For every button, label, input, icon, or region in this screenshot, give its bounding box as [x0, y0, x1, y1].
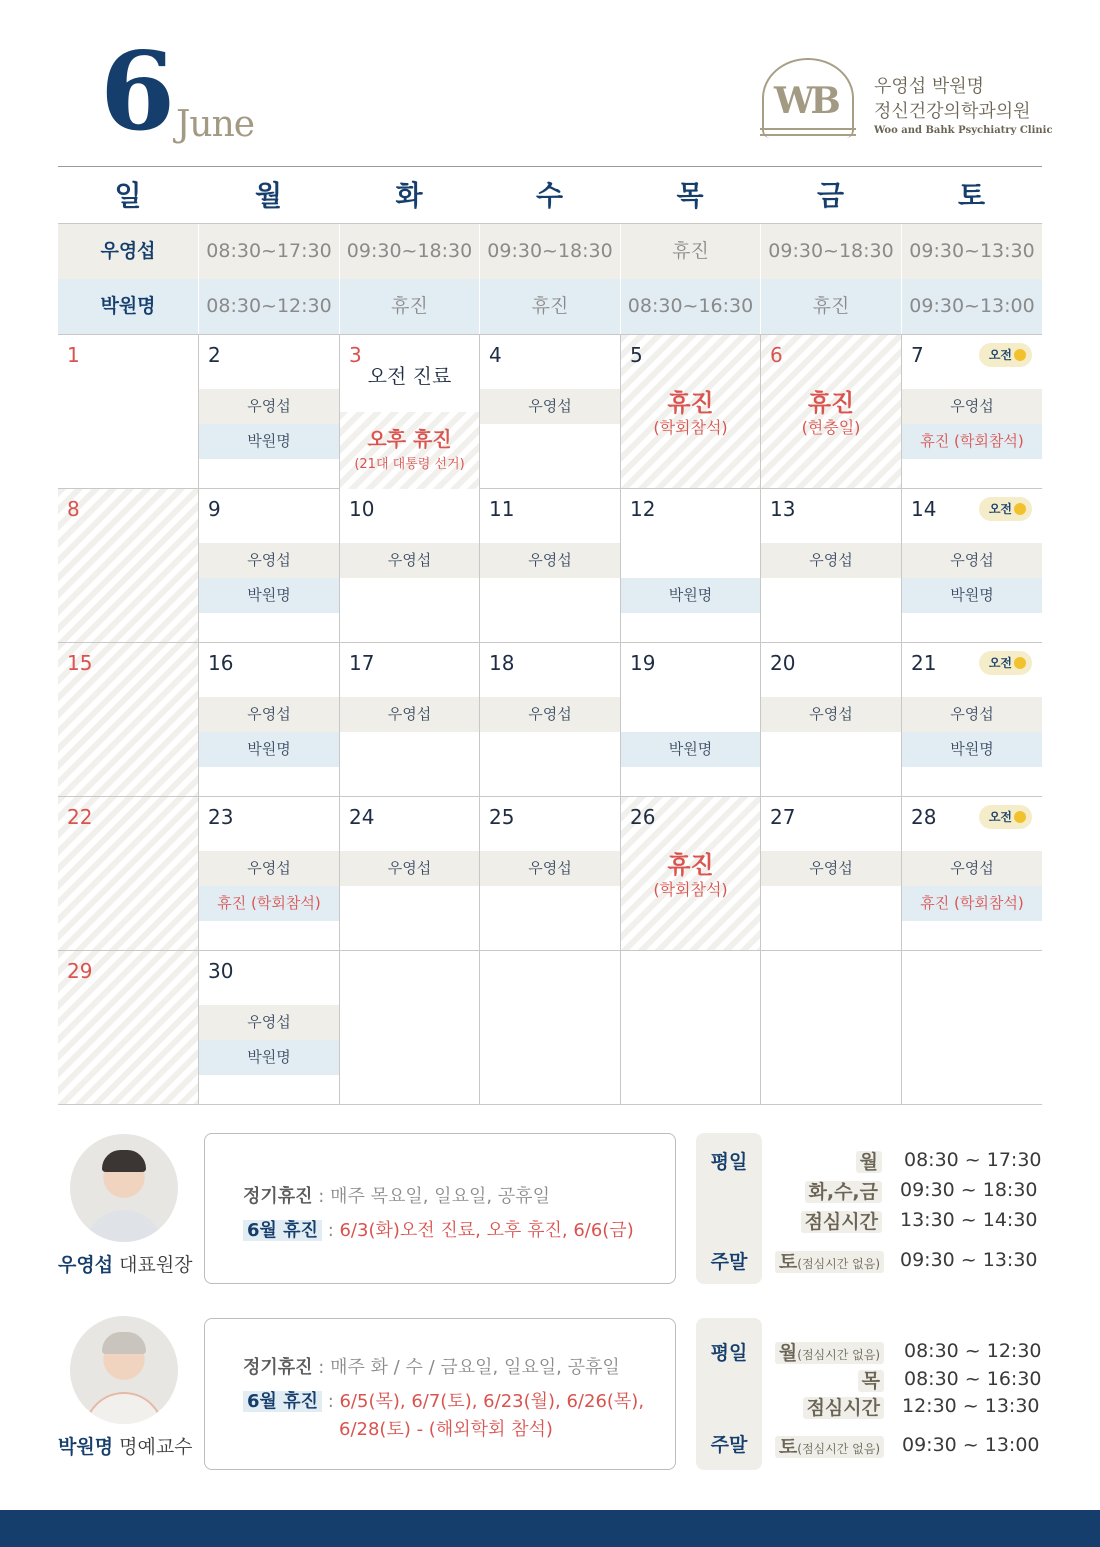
- clinic-name-line1: 우영섭 박원명: [874, 76, 985, 97]
- day-cell: [479, 643, 620, 796]
- month-off-label: 6월 휴진: [243, 1391, 322, 1412]
- sched-day: [805, 1177, 883, 1204]
- month-number: 6: [100, 29, 176, 155]
- sched-time: 12:30 ~ 13:30: [902, 1395, 1040, 1417]
- day-number: 13: [770, 497, 796, 521]
- regular-off-label: 정기휴진: [243, 1186, 313, 1207]
- day-cell: [198, 489, 339, 642]
- bahk-slot: 박원명: [199, 1040, 339, 1075]
- day-number: 5: [630, 343, 643, 367]
- sched-day-label: 목: [858, 1370, 884, 1392]
- sched-day-label: 월: [856, 1151, 882, 1173]
- weekend-note: (점심시간 없음): [797, 1442, 880, 1456]
- day-cell: [339, 335, 479, 488]
- sun-icon: [1014, 657, 1026, 669]
- sched-day: [856, 1147, 882, 1174]
- hours-cell: 09:30~13:00: [901, 279, 1042, 334]
- day-number: 15: [67, 651, 93, 675]
- woo-slot: 우영섭: [761, 697, 901, 732]
- day-cell: [760, 643, 901, 796]
- weekend-label: 주말: [710, 1251, 748, 1273]
- woo-slot: 우영섭: [199, 1005, 339, 1040]
- day-cell: [479, 489, 620, 642]
- woo-slot: 우영섭: [199, 851, 339, 886]
- avatar-woo: [70, 1134, 178, 1242]
- sun-icon: [1014, 503, 1026, 515]
- woo-slot: 우영섭: [902, 389, 1042, 424]
- sched-day-name: 월: [778, 1342, 798, 1364]
- weekday-fri: 금: [816, 179, 845, 212]
- hours-cell: 휴진: [620, 224, 760, 279]
- sched-day: [775, 1338, 884, 1365]
- avatar-bahk: [70, 1316, 178, 1424]
- day-number: 17: [349, 651, 375, 675]
- day-number: 19: [630, 651, 656, 675]
- am-badge: [979, 805, 1032, 829]
- closed-label: 휴진: [807, 389, 855, 417]
- sched-day-note: (점심시간 없음): [797, 1348, 880, 1362]
- day-cell: [58, 951, 198, 1104]
- day-number: 7: [911, 343, 924, 367]
- woo-slot: 우영섭: [199, 389, 339, 424]
- day-number: 11: [489, 497, 515, 521]
- doctor-name: 박원명: [58, 1436, 114, 1458]
- day-number: 25: [489, 805, 515, 829]
- month-off-text: 6/3(화)오전 진료, 오후 휴진, 6/6(금): [339, 1220, 634, 1241]
- hours-cell: 08:30~17:30: [198, 224, 339, 279]
- weekday-thu: 목: [676, 179, 704, 212]
- sched-weekend-label: [775, 1251, 884, 1273]
- woo-slot: 우영섭: [480, 697, 620, 732]
- doctor-title-bahk: [58, 1432, 193, 1459]
- weekday-wed: 수: [535, 179, 564, 212]
- regular-off-line: 정기휴진 : 매주 화 / 수 / 금요일, 일요일, 공휴일: [243, 1357, 620, 1378]
- weekday-label: 평일: [710, 1342, 748, 1364]
- weekday-label: 평일: [710, 1151, 748, 1173]
- hours-label-box: [696, 1318, 762, 1470]
- week-row: [58, 335, 1042, 489]
- weekday-mon: 월: [254, 179, 283, 212]
- day-cell: [479, 797, 620, 950]
- closed-reason: (학회참석): [653, 880, 728, 899]
- am-badge: [979, 497, 1032, 521]
- hours-cell: 08:30~12:30: [198, 279, 339, 334]
- hours-cell: 휴진: [479, 279, 620, 334]
- hours-cell: 09:30~18:30: [339, 224, 479, 279]
- avatar-body: [84, 1210, 164, 1242]
- day-cell: [620, 335, 760, 488]
- day-cell: [620, 489, 760, 642]
- month-off-line: 6월 휴진 : 6/3(화)오전 진료, 오후 휴진, 6/6(금): [243, 1216, 634, 1242]
- day-cell: [901, 489, 1042, 642]
- calendar-grid: [58, 334, 1042, 1105]
- sched-day: [803, 1393, 884, 1420]
- month-off-line2: [339, 1415, 553, 1441]
- day-cell: [339, 643, 479, 796]
- day-cell: [339, 489, 479, 642]
- hours-cell: 09:30~18:30: [479, 224, 620, 279]
- am-badge-label: 오전: [988, 656, 1012, 670]
- regular-off-line: 정기휴진 : 매주 목요일, 일요일, 공휴일: [243, 1186, 550, 1207]
- day-cell: [58, 335, 198, 488]
- day-number: 9: [208, 497, 221, 521]
- am-badge: [979, 651, 1032, 675]
- day-number: 10: [349, 497, 375, 521]
- day-number: 21: [911, 651, 937, 675]
- woo-slot: 우영섭: [199, 697, 339, 732]
- hours-cell: 휴진: [760, 279, 901, 334]
- footer-bar: [0, 1510, 1100, 1547]
- woo-slot: 우영섭: [761, 543, 901, 578]
- day-number: 6: [770, 343, 783, 367]
- clinic-name-line2: 정신건강의학과의원: [874, 101, 1031, 122]
- am-badge-label: 오전: [988, 810, 1012, 824]
- regular-off-label: 정기휴진: [243, 1357, 313, 1378]
- day-cell: [760, 797, 901, 950]
- woo-slot: 우영섭: [480, 851, 620, 886]
- woo-slot: 우영섭: [480, 389, 620, 424]
- week-row: [58, 951, 1042, 1105]
- day-number: 27: [770, 805, 796, 829]
- day-cell: [760, 335, 901, 488]
- hours-row-woo: [58, 224, 1042, 279]
- am-clinic-note: 오전 진료: [367, 364, 452, 388]
- day-cell: [58, 489, 198, 642]
- weekend-day: 토: [778, 1251, 798, 1273]
- doctor-title-woo: [58, 1250, 193, 1277]
- hours-row-bahk: [58, 279, 1042, 334]
- woo-slot: 우영섭: [902, 543, 1042, 578]
- sched-day: [775, 1247, 884, 1274]
- day-number: 30: [208, 959, 234, 983]
- day-cell: [901, 797, 1042, 950]
- closure-info-box: [204, 1318, 676, 1470]
- logo-mark: WB: [774, 80, 837, 122]
- sun-icon: [1014, 349, 1026, 361]
- week-row: [58, 489, 1042, 643]
- sched-day: [775, 1432, 884, 1459]
- bahk-off-slot: 휴진 (학회참석): [902, 886, 1042, 921]
- day-cell: [620, 643, 760, 796]
- day-number: 22: [67, 805, 93, 829]
- bahk-off-slot: 휴진 (학회참석): [902, 424, 1042, 459]
- day-number: 1: [67, 343, 80, 367]
- hours-cell: 09:30~18:30: [760, 224, 901, 279]
- sched-time: 08:30 ~ 17:30: [904, 1149, 1042, 1171]
- woo-slot: 우영섭: [902, 851, 1042, 886]
- am-badge-label: 오전: [988, 348, 1012, 362]
- clinic-name-en: Woo and Bahk Psychiatry Clinic: [874, 125, 1053, 136]
- woo-slot: 우영섭: [340, 543, 479, 578]
- day-number: 2: [208, 343, 221, 367]
- weekday-sun: 일: [114, 179, 142, 212]
- doctor-role: 명예교수: [119, 1436, 193, 1458]
- day-cell: [760, 489, 901, 642]
- hours-cell: 09:30~13:30: [901, 224, 1042, 279]
- page-header: [0, 0, 1100, 166]
- sched-time: 13:30 ~ 14:30: [900, 1209, 1038, 1231]
- closure-info-box: [204, 1133, 676, 1284]
- sched-day-label: 점심시간: [803, 1397, 884, 1419]
- regular-off-text: 매주 화 / 수 / 금요일, 일요일, 공휴일: [330, 1357, 620, 1378]
- day-cell: [198, 335, 339, 488]
- avatar-body: [84, 1392, 164, 1424]
- day-number: 28: [911, 805, 937, 829]
- sched-time: 09:30 ~ 13:30: [900, 1249, 1038, 1271]
- bahk-slot: 박원명: [199, 424, 339, 459]
- month-off-label: 6월 휴진: [243, 1220, 322, 1241]
- week-row: [58, 643, 1042, 797]
- day-cell: [339, 797, 479, 950]
- day-number: 24: [349, 805, 375, 829]
- doctor-name: 우영섭: [100, 240, 156, 262]
- bahk-slot: 박원명: [902, 578, 1042, 613]
- sched-time: 08:30 ~ 12:30: [904, 1340, 1042, 1362]
- sun-icon: [1014, 811, 1026, 823]
- weekday-header: [58, 167, 1042, 224]
- day-cell: [901, 643, 1042, 796]
- day-number: 20: [770, 651, 796, 675]
- day-number: 14: [911, 497, 937, 521]
- closed-reason: (현충일): [801, 418, 861, 437]
- day-cell: [58, 797, 198, 950]
- day-cell: [198, 951, 339, 1104]
- day-cell: [620, 797, 760, 950]
- day-number: 4: [489, 343, 502, 367]
- woo-slot: 우영섭: [340, 851, 479, 886]
- empty-cell: [901, 951, 1042, 1104]
- bahk-off-slot: 휴진 (학회참석): [199, 886, 339, 921]
- avatar-hair: [102, 1150, 146, 1172]
- closed-label: 휴진: [667, 851, 714, 879]
- day-cell: [58, 643, 198, 796]
- election-note: (21대 대통령 선거): [354, 457, 465, 472]
- day-number: 23: [208, 805, 234, 829]
- hours-cell: 08:30~16:30: [620, 279, 760, 334]
- day-number: 12: [630, 497, 656, 521]
- logo-book-icon: [760, 128, 856, 136]
- weekday-tue: 화: [395, 179, 423, 212]
- sched-day-label: 화,수,금: [805, 1181, 883, 1203]
- closed-label: 휴진: [667, 389, 714, 417]
- sched-time: 09:30 ~ 18:30: [900, 1179, 1038, 1201]
- doctor-name: 우영섭: [58, 1254, 114, 1276]
- calendar: [58, 167, 1042, 1105]
- month-off-text: 6/5(목), 6/7(토), 6/23(월), 6/26(목),: [339, 1391, 645, 1412]
- day-number: 3: [349, 343, 362, 367]
- woo-slot: 우영섭: [480, 543, 620, 578]
- bahk-slot: 박원명: [621, 578, 760, 613]
- closed-reason: (학회참석): [653, 418, 728, 437]
- doctor-name: 박원명: [100, 295, 156, 317]
- sched-day-label: 점심시간: [801, 1211, 882, 1233]
- day-number: 29: [67, 959, 93, 983]
- bahk-slot: 박원명: [621, 732, 760, 767]
- day-cell: [901, 335, 1042, 488]
- month-name: June: [176, 104, 255, 145]
- woo-slot: 우영섭: [199, 543, 339, 578]
- month-off-text: 6/28(토) - (해외학회 참석): [339, 1419, 553, 1440]
- hours-cell: 휴진: [339, 279, 479, 334]
- bahk-slot: 박원명: [199, 732, 339, 767]
- weekend-label: 주말: [710, 1434, 748, 1456]
- sched-time: 08:30 ~ 16:30: [904, 1368, 1042, 1390]
- bahk-slot: 박원명: [902, 732, 1042, 767]
- day-number: 18: [489, 651, 515, 675]
- day-cell: [479, 335, 620, 488]
- sched-day: [801, 1207, 882, 1234]
- weekday-sat: 토: [957, 179, 986, 212]
- empty-cell: [479, 951, 620, 1104]
- week-row: [58, 797, 1042, 951]
- doctor-role: 대표원장: [119, 1254, 193, 1276]
- weekend-note: (점심시간 없음): [797, 1257, 880, 1271]
- empty-cell: [760, 951, 901, 1104]
- day-cell: [198, 797, 339, 950]
- woo-slot: 우영섭: [761, 851, 901, 886]
- empty-cell: [620, 951, 760, 1104]
- day-number: 8: [67, 497, 80, 521]
- hours-label-box: [696, 1133, 762, 1284]
- month-off-line: 6월 휴진 : 6/5(목), 6/7(토), 6/23(월), 6/26(목),: [243, 1387, 644, 1413]
- sched-day-label: [775, 1342, 884, 1364]
- sched-time: 09:30 ~ 13:00: [902, 1434, 1040, 1456]
- day-number: 26: [630, 805, 656, 829]
- woo-slot: 우영섭: [902, 697, 1042, 732]
- pm-off-note: 오후 휴진: [367, 427, 452, 451]
- am-badge-label: 오전: [988, 502, 1012, 516]
- sched-weekend-label: [775, 1436, 884, 1458]
- woo-slot: 우영섭: [340, 697, 479, 732]
- clinic-logo: [756, 58, 860, 144]
- day-cell: [198, 643, 339, 796]
- avatar-hair: [102, 1332, 146, 1354]
- bahk-slot: 박원명: [199, 578, 339, 613]
- sched-day: [858, 1366, 884, 1393]
- day-number: 16: [208, 651, 234, 675]
- am-badge: [979, 343, 1032, 367]
- regular-off-text: 매주 목요일, 일요일, 공휴일: [330, 1186, 550, 1207]
- empty-cell: [339, 951, 479, 1104]
- weekend-day: 토: [778, 1436, 798, 1458]
